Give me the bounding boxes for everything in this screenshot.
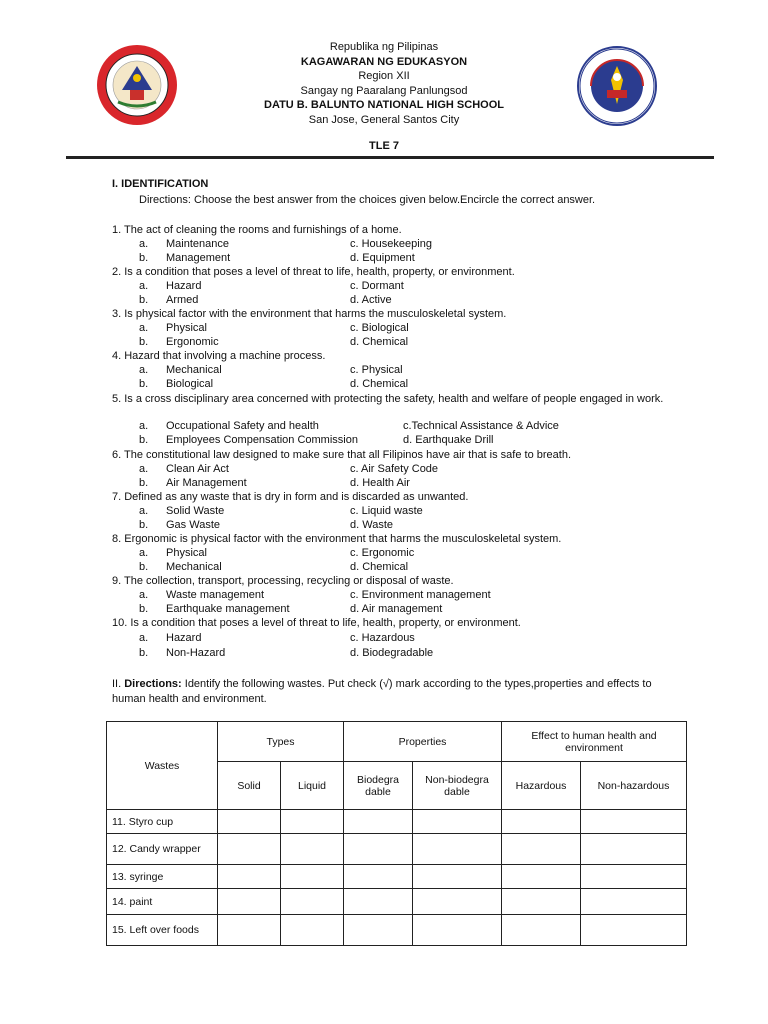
check-cell[interactable] [218,865,281,889]
section-2-directions-text: Identify the following wastes. Put check (√) mark according to the types,properties and effects to human health and environment. [112,678,652,705]
header-non-hazardous: Non-hazardous [581,762,687,810]
option-label-b: b. [139,561,149,573]
check-cell[interactable] [344,889,413,915]
check-cell[interactable] [344,834,413,865]
header-school: DATU B. BALUNTO NATIONAL HIGH SCHOOL [264,99,504,112]
header-republic: Republika ng Pilipinas [329,41,439,53]
option-label-a: a. [139,364,149,376]
option-a: Hazard [166,280,202,292]
check-cell[interactable] [218,834,281,865]
header-biodegradable: Biodegra dable [344,762,413,810]
table-row [107,865,687,889]
header-wastes: Wastes [107,722,218,810]
option-b: Armed [166,294,199,306]
option-a: Clean Air Act [166,463,229,475]
header-liquid: Liquid [281,762,344,810]
option-d: d. Waste [350,519,393,531]
check-cell[interactable] [502,834,581,865]
question-text: 4. Hazard that involving a machine process. [112,350,326,362]
option-b: Ergonomic [166,336,219,348]
subject-title: TLE 7 [369,140,399,152]
option-d: d. Air management [350,603,443,615]
option-b: Employees Compensation Commission [166,434,358,446]
question-text: 9. The collection, transport, processing, recycling or disposal of waste. [112,575,454,587]
option-c: c. Housekeeping [350,238,432,250]
check-cell[interactable] [581,865,687,889]
section-1-directions: Directions: Choose the best answer from the choices given below.Encircle the correct answer. [139,194,596,206]
option-label-a: a. [139,632,149,644]
option-label-a: a. [139,280,149,292]
header-hazardous: Hazardous [502,762,581,810]
option-d: d. Health Air [350,477,410,489]
header-types: Types [218,722,344,762]
option-a: Waste management [166,589,265,601]
table-row [107,810,687,834]
question-text: 3. Is physical factor with the environment that harms the musculoskeletal system. [112,308,507,320]
check-cell[interactable] [502,915,581,946]
option-b: Air Management [166,477,247,489]
header-address: San Jose, General Santos City [308,113,460,126]
check-cell[interactable] [218,810,281,834]
header-divider [66,156,714,159]
check-cell[interactable] [581,810,687,834]
check-cell[interactable] [581,834,687,865]
option-a: Solid Waste [166,505,225,517]
check-cell[interactable] [281,915,344,946]
header-effect: Effect to human health and environment [502,722,687,762]
option-d: d. Biodegradable [350,647,434,659]
check-cell[interactable] [502,810,581,834]
option-label-a: a. [139,238,149,250]
question-text: 10. Is a condition that poses a level of threat to life, health, property, or environment. [112,617,521,629]
option-b: Management [166,252,231,264]
section-2-directions [112,677,672,707]
option-label-a: a. [139,505,149,517]
check-cell[interactable] [413,889,502,915]
option-b: Earthquake management [166,603,290,615]
table-row [107,915,687,946]
question-text: 2. Is a condition that poses a level of threat to life, health, property, or environment. [112,266,515,278]
check-cell[interactable] [413,865,502,889]
question-text: 8. Ergonomic is physical factor with the environment that harms the musculoskeletal system. [112,533,562,545]
waste-classification-table [106,721,687,946]
option-label-a: a. [139,547,149,559]
check-cell[interactable] [344,810,413,834]
header-department: KAGAWARAN NG EDUKASYON [300,55,468,68]
option-b: Biological [166,378,214,390]
option-label-a: a. [139,589,149,601]
option-d: d. Chemical [350,336,409,348]
check-cell[interactable] [218,915,281,946]
check-cell[interactable] [581,889,687,915]
table-row [107,889,687,915]
option-c: c. Biological [350,322,409,334]
check-cell[interactable] [502,865,581,889]
section-2-number: II. [112,678,125,690]
option-c: c. Dormant [350,280,404,292]
check-cell[interactable] [502,889,581,915]
section-1-title: I. IDENTIFICATION [112,178,209,190]
row-label: 15. Left over foods [107,915,218,946]
option-b: Gas Waste [166,519,220,531]
option-label-b: b. [139,252,149,264]
option-label-b: b. [139,378,149,390]
option-d: d. Earthquake Drill [403,434,494,446]
option-c: c.Technical Assistance & Advice [403,420,559,432]
row-label: 14. paint [107,889,218,915]
option-c: c. Environment management [350,589,491,601]
section-2-directions-label: Directions: [124,678,182,690]
option-b: Mechanical [166,561,222,573]
option-a: Mechanical [166,364,222,376]
option-a: Physical [166,322,207,334]
check-cell[interactable] [344,865,413,889]
option-b: Non-Hazard [166,647,226,659]
row-label: 12. Candy wrapper [107,834,218,865]
option-c: c. Ergonomic [350,547,415,559]
question-text: 5. Is a cross disciplinary area concerned with protecting the safety, health and welfare of people engaged in work. [112,393,664,405]
check-cell[interactable] [413,834,502,865]
option-label-b: b. [139,336,149,348]
option-d: d. Chemical [350,378,409,390]
check-cell[interactable] [281,834,344,865]
row-label: 13. syringe [107,865,218,889]
header-non-biodegradable: Non-biodegra dable [413,762,502,810]
option-a: Occupational Safety and health [166,420,319,432]
option-label-b: b. [139,603,149,615]
question-text: 7. Defined as any waste that is dry in form and is discarded as unwanted. [112,491,469,503]
question-text: 1. The act of cleaning the rooms and furnishings of a home. [112,224,402,236]
header-properties: Properties [344,722,502,762]
check-cell[interactable] [281,889,344,915]
row-label: 11. Styro cup [107,810,218,834]
option-a: Hazard [166,632,202,644]
question-text: 6. The constitutional law designed to make sure that all Filipinos have air that is safe to breath. [112,449,571,461]
check-cell[interactable] [581,915,687,946]
option-a: Physical [166,547,207,559]
check-cell[interactable] [344,915,413,946]
option-label-a: a. [139,322,149,334]
option-d: d. Active [350,294,392,306]
option-c: c. Air Safety Code [350,463,439,475]
option-label-b: b. [139,519,149,531]
option-c: c. Liquid waste [350,505,423,517]
option-label-a: a. [139,420,149,432]
header-solid: Solid [218,762,281,810]
check-cell[interactable] [413,810,502,834]
option-label-b: b. [139,477,149,489]
check-cell[interactable] [281,865,344,889]
header-division: Sangay ng Paaralang Panlungsod [300,84,468,97]
header-region: Region XII [358,70,410,83]
check-cell[interactable] [413,915,502,946]
option-c: c. Physical [350,364,403,376]
option-label-b: b. [139,434,149,446]
option-d: d. Chemical [350,561,409,573]
check-cell[interactable] [218,889,281,915]
table-row [107,834,687,865]
document-header [0,40,768,128]
option-label-b: b. [139,647,149,659]
option-c: c. Hazardous [350,632,415,644]
option-label-a: a. [139,463,149,475]
option-a: Maintenance [166,238,229,250]
check-cell[interactable] [281,810,344,834]
option-d: d. Equipment [350,252,415,264]
option-label-b: b. [139,294,149,306]
